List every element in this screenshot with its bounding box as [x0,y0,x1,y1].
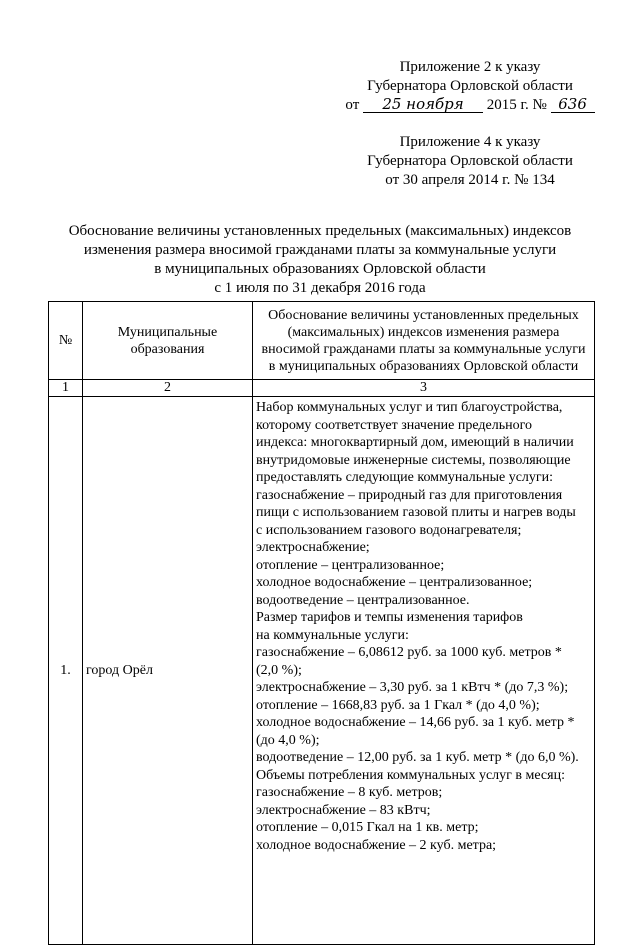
column-number-2: 2 [83,380,253,397]
justification-line: пищи с использованием газовой плиты и нагрев воды [256,505,576,520]
justification-line: холодное водоснабжение – 14,66 руб. за 1 куб. метр * [256,715,575,730]
justification-line: электроснабжение; [256,540,370,555]
annex-2-year: 2015 г. № [486,97,547,113]
justification-line: холодное водоснабжение – централизованное; [256,575,533,590]
annex-2-issuer: Губернатора Орловской области [367,78,573,94]
annex-4-title: Приложение 4 к указу [399,134,541,150]
header-justification: Обоснование величины установленных предельных (максимальных) индексов изменения размера вносимой гражданами платы за коммунальные услуги в муниципальных образованиях Орловской области [253,302,595,380]
row-justification [253,397,595,945]
annex-4-date: от 30 апреля 2014 г. № 134 [385,172,555,188]
column-number-1: 1 [49,380,83,397]
title-line-1: Обоснование величины установленных предельных (максимальных) индексов [68,223,572,239]
title-line-4: с 1 июля по 31 декабря 2016 года [214,280,426,296]
table-row [49,397,595,945]
justification-line: водоотведение – централизованное. [256,592,470,608]
annex-2-date-line [345,96,595,115]
annex-2-date-prefix: от [345,97,360,113]
annex-2-block [345,58,595,115]
justification-line: отопление – 0,015 Гкал на 1 кв. метр; [256,820,479,835]
column-numbers-row [49,380,595,397]
row-number: 1. [49,397,83,945]
justification-line: Размер тарифов и темпы изменения тарифов [256,610,523,625]
annex-4-block [345,133,595,190]
justification-line: предоставлять следующие коммунальные услуги: [256,470,554,485]
row-municipality: город Орёл [83,397,253,945]
handwritten-number: 636 [551,96,595,113]
justification-line: с использованием газового водонагревателя; [256,522,522,538]
annex-2-title: Приложение 2 к указу [399,59,541,75]
title-line-2: изменения размера вносимой гражданами платы за коммунальные услуги [83,242,557,258]
justification-line: которому соответствует значение предельного [256,417,532,433]
justification-line: газоснабжение – 8 куб. метров; [256,785,443,800]
justification-line: холодное водоснабжение – 2 куб. метра; [256,837,497,853]
justification-line: внутридомовые инженерные системы, позволяющие [256,452,571,468]
justification-line: водоотведение – 12,00 руб. за 1 куб. метр * (до 6,0 %). [256,750,579,765]
justification-line: Набор коммунальных услуг и тип благоустройства, [256,400,563,415]
justification-line: индекса: многоквартирный дом, имеющий в наличии [256,435,574,450]
justification-line: электроснабжение – 3,30 руб. за 1 кВтч * (до 7,3 %); [256,680,569,695]
handwritten-date: 25 ноября [363,96,483,113]
justification-line: отопление – 1668,83 руб. за 1 Гкал * (до 4,0 %); [256,697,540,713]
title-line-3: в муниципальных образованиях Орловской области [154,261,486,277]
justification-line: газоснабжение – природный газ для приготовления [256,487,563,503]
column-number-3: 3 [253,380,595,397]
document-title [50,222,590,298]
justification-line: (до 4,0 %); [256,732,320,748]
justification-line: отопление – централизованное; [256,557,445,573]
header-number: № [49,302,83,380]
justification-line: (2,0 %); [256,662,302,678]
index-justification-table [48,301,595,945]
justification-line: электроснабжение – 83 кВтч; [256,802,431,818]
justification-line: на коммунальные услуги: [256,627,409,643]
table-header-row [49,302,595,380]
justification-line: газоснабжение – 6,08612 руб. за 1000 куб. метров * [256,645,562,660]
annex-4-issuer: Губернатора Орловской области [367,153,573,169]
justification-line: Объемы потребления коммунальных услуг в месяц: [256,767,565,783]
header-municipality: Муниципальные образования [83,302,253,380]
